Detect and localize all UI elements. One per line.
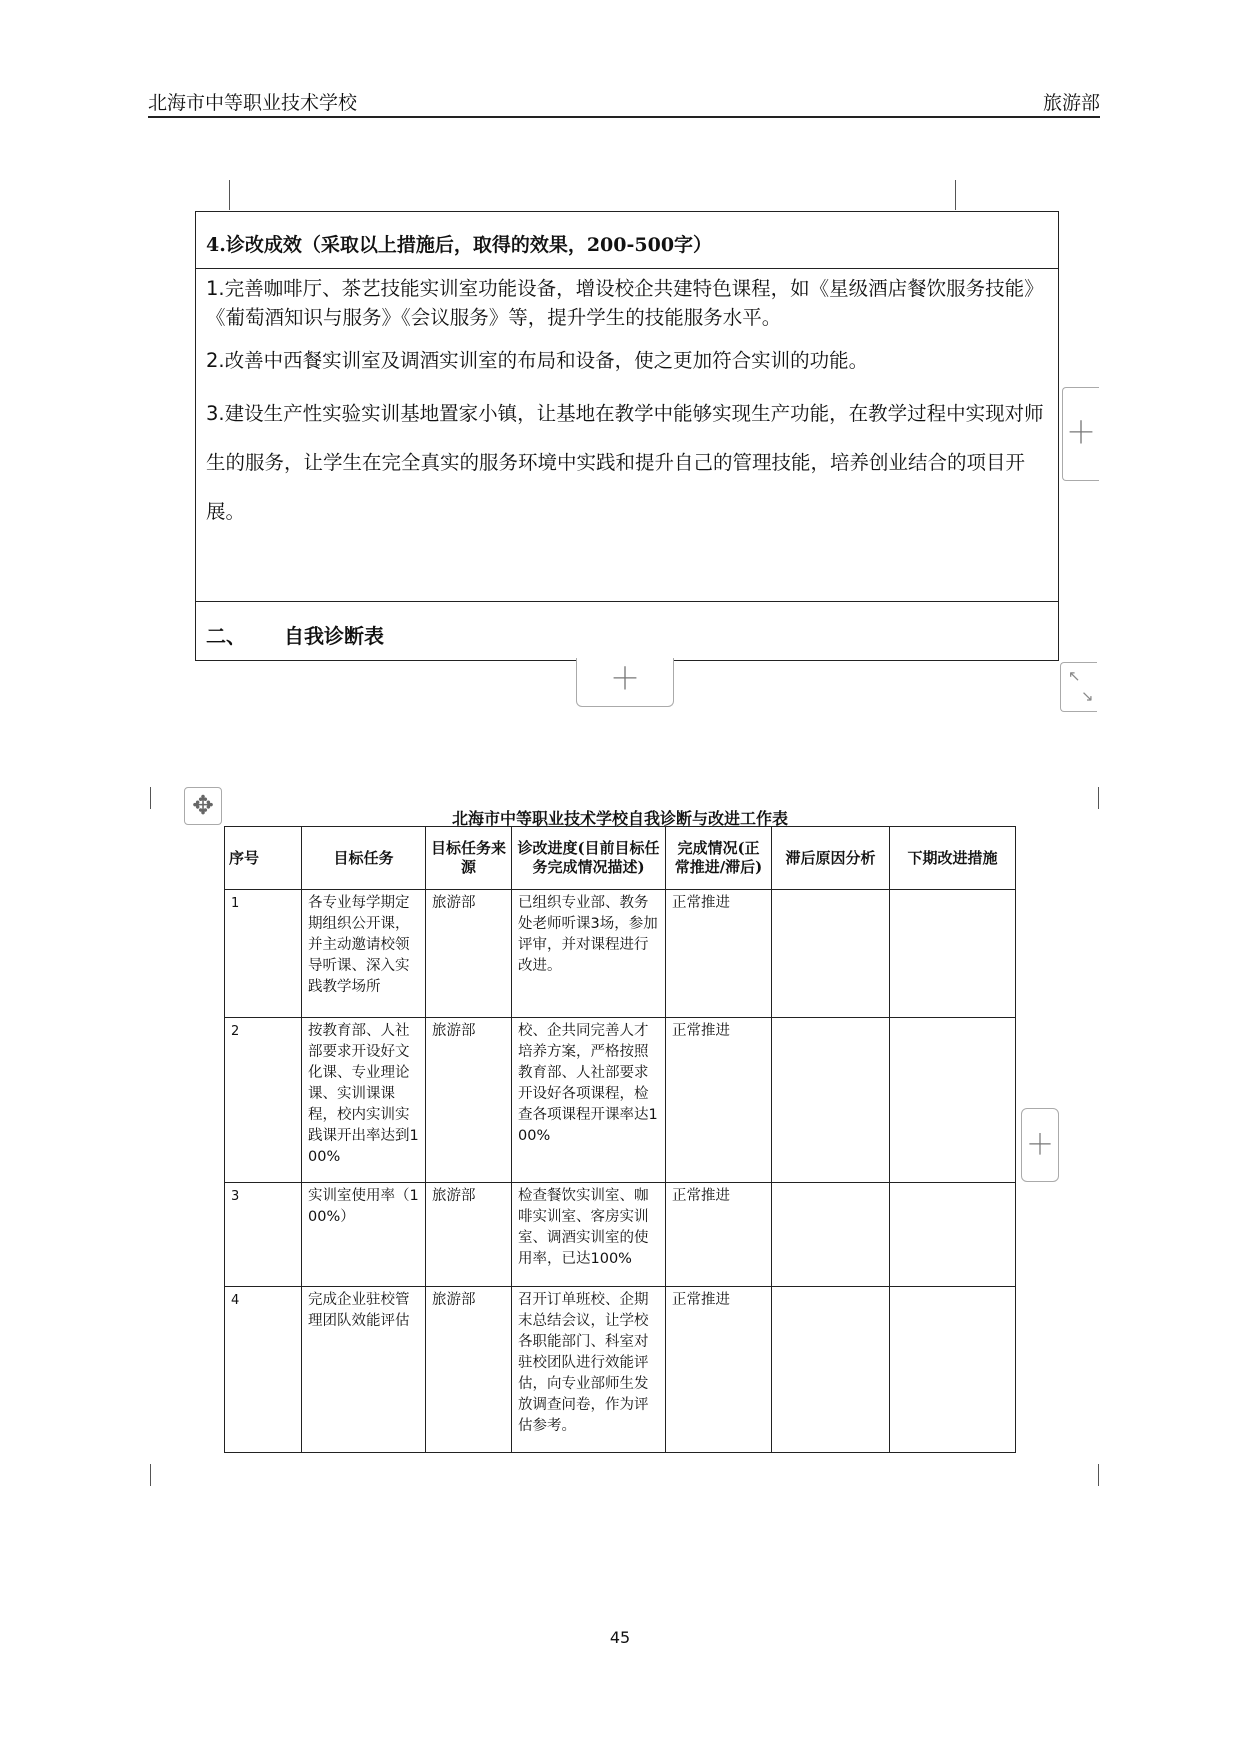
- cell-measure[interactable]: [890, 1287, 1016, 1453]
- cell-reason[interactable]: [772, 1287, 890, 1453]
- section-two-title: 自我诊断表: [284, 624, 384, 648]
- section-two-heading: [206, 620, 384, 649]
- table-row: [225, 890, 1016, 1018]
- cell-no[interactable]: 3: [225, 1183, 302, 1287]
- cell-measure[interactable]: [890, 1018, 1016, 1183]
- table-row: [225, 1287, 1016, 1453]
- cell-source[interactable]: 旅游部: [426, 890, 512, 1018]
- crop-mark: [955, 180, 956, 210]
- crop-mark: [1098, 787, 1099, 809]
- cell-source[interactable]: 旅游部: [426, 1287, 512, 1453]
- cell-status[interactable]: 正常推进: [666, 1183, 772, 1287]
- table-row: [225, 1183, 1016, 1287]
- crop-mark: [150, 787, 151, 809]
- section-two-number: 二、: [206, 624, 246, 648]
- results-paragraph: 3.建设生产性实验实训基地置家小镇，让基地在教学中能够实现生产功能，在教学过程中实现对师生的服务，让学生在完全真实的服务环境中实践和提升自己的管理技能，培养创业结合的项目开展。: [206, 402, 1044, 523]
- diagnosis-table: [224, 826, 1016, 1453]
- header-cell-status: 完成情况(正常推进/滞后): [666, 827, 772, 890]
- cell-measure[interactable]: [890, 1183, 1016, 1287]
- page-header: [148, 88, 1100, 118]
- crop-mark: [150, 1464, 151, 1486]
- cell-status[interactable]: 正常推进: [666, 1018, 772, 1183]
- cell-status[interactable]: 正常推进: [666, 890, 772, 1018]
- cell-source[interactable]: 旅游部: [426, 1183, 512, 1287]
- cell-progress[interactable]: 检查餐饮实训室、咖啡实训室、客房实训室、调酒实训室的使用率，已达100%: [512, 1183, 666, 1287]
- cell-task[interactable]: 实训室使用率（100%）: [302, 1183, 426, 1287]
- cell-source[interactable]: 旅游部: [426, 1018, 512, 1183]
- cell-reason[interactable]: [772, 1183, 890, 1287]
- cell-reason[interactable]: [772, 890, 890, 1018]
- table-resize-icon[interactable]: [1060, 662, 1097, 712]
- cell-no[interactable]: 1: [225, 890, 302, 1018]
- table-title: 北海市中等职业技术学校自我诊断与改进工作表: [451, 809, 788, 828]
- header-cell-measure: 下期改进措施: [890, 827, 1016, 890]
- resize-arrow-icon: ↖: [1068, 667, 1081, 685]
- cell-task[interactable]: 完成企业驻校管理团队效能评估: [302, 1287, 426, 1453]
- results-paragraph: 1.完善咖啡厅、茶艺技能实训室功能设备，增设校企共建特色课程，如《星级酒店餐饮服务技能》《葡萄酒知识与服务》《会议服务》等，提升学生的技能服务水平。: [206, 277, 1044, 329]
- cell-progress[interactable]: 已组织专业部、教务处老师听课3场，参加评审，并对课程进行改进。: [512, 890, 666, 1018]
- cell-status[interactable]: 正常推进: [666, 1287, 772, 1453]
- crop-mark: [229, 180, 230, 210]
- cell-reason[interactable]: [772, 1018, 890, 1183]
- results-paragraph: 2.改善中西餐实训室及调酒实训室的布局和设备，使之更加符合实训的功能。: [206, 349, 869, 372]
- resize-arrow-icon: ↘: [1081, 687, 1094, 705]
- header-cell-task: 目标任务: [302, 827, 426, 890]
- page-number: 45: [609, 1628, 631, 1647]
- add-column-icon[interactable]: ＋: [1021, 1108, 1059, 1182]
- results-title-row: [196, 212, 1058, 269]
- header-cell-no: 序号: [225, 827, 302, 890]
- section-two-row: [196, 601, 1058, 661]
- header-department: 旅游部: [1042, 92, 1100, 114]
- results-title: 4.诊改成效（采取以上措施后，取得的效果，200-500字）: [206, 234, 713, 256]
- cell-task[interactable]: 各专业每学期定期组织公开课，并主动邀请校领导听课、深入实践教学场所: [302, 890, 426, 1018]
- cell-task[interactable]: 按教育部、人社部要求开设好文化课、专业理论课、实训课课程，校内实训实践课开出率达到100%: [302, 1018, 426, 1183]
- cell-no[interactable]: 2: [225, 1018, 302, 1183]
- cell-progress[interactable]: 校、企共同完善人才培养方案，严格按照教育部、人社部要求开设好各项课程，检查各项课程开课率达100%: [512, 1018, 666, 1183]
- table-row: [225, 1018, 1016, 1183]
- crop-mark: [1098, 1464, 1099, 1486]
- table-move-icon[interactable]: ✥: [184, 787, 222, 825]
- cell-measure[interactable]: [890, 890, 1016, 1018]
- header-cell-reason: 滞后原因分析: [772, 827, 890, 890]
- header-school-name: 北海市中等职业技术学校: [148, 92, 358, 114]
- results-body[interactable]: [206, 274, 1046, 536]
- cell-progress[interactable]: 召开订单班校、企期末总结会议，让学校各职能部门、科室对驻校团队进行效能评估，向专业部师生发放调查问卷，作为评估参考。: [512, 1287, 666, 1453]
- results-box: [195, 211, 1059, 661]
- cell-no[interactable]: 4: [225, 1287, 302, 1453]
- add-row-icon[interactable]: ＋: [576, 658, 674, 707]
- header-cell-source: 目标任务来源: [426, 827, 512, 890]
- header-cell-progress: 诊改进度(目前目标任务完成情况描述): [512, 827, 666, 890]
- add-row-icon[interactable]: ＋: [1062, 387, 1099, 481]
- table-header-row: [225, 827, 1016, 890]
